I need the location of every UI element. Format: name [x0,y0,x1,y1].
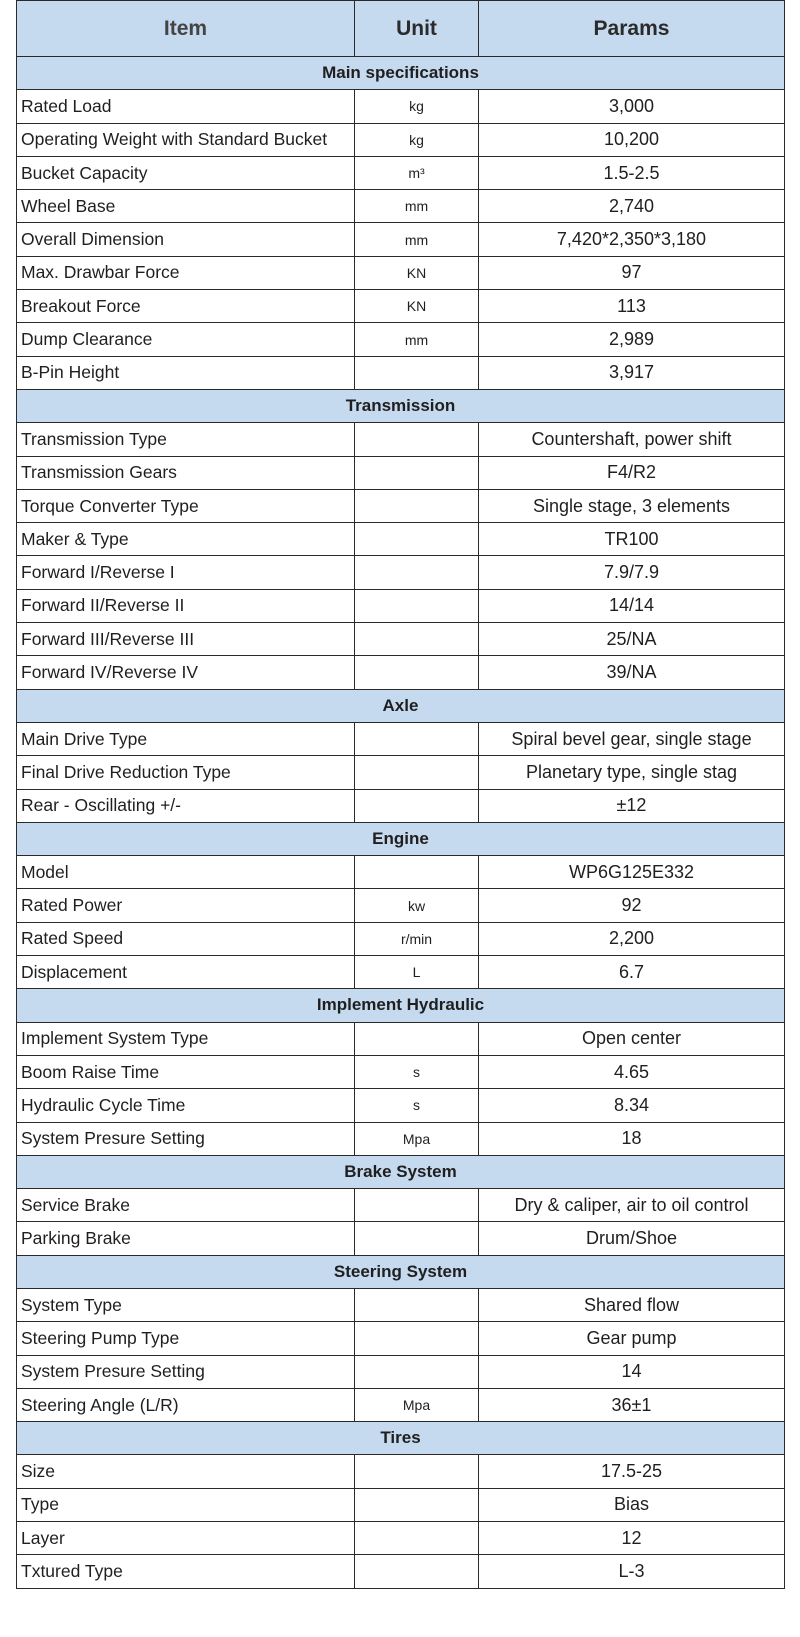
unit-cell [355,1355,479,1388]
value-cell: 1.5-2.5 [479,156,785,189]
table-row [17,290,785,323]
unit-cell [355,1189,479,1222]
unit-cell: s [355,1055,479,1088]
header-item: Item [17,1,355,57]
value-cell: 3,000 [479,90,785,123]
value-cell: 113 [479,290,785,323]
unit-cell [355,589,479,622]
item-cell: Operating Weight with Standard Bucket [17,123,355,156]
table-row [17,589,785,622]
value-cell: 2,200 [479,922,785,955]
value-cell: Single stage, 3 elements [479,489,785,522]
table-row [17,1189,785,1222]
item-cell: Final Drive Reduction Type [17,756,355,789]
section-title: Transmission [17,389,785,422]
section-title: Steering System [17,1255,785,1288]
unit-cell [355,623,479,656]
item-cell: Implement System Type [17,1022,355,1055]
unit-cell [355,356,479,389]
value-cell: Bias [479,1488,785,1521]
unit-cell [355,1455,479,1488]
section-title: Tires [17,1422,785,1455]
table-row [17,556,785,589]
table-row [17,656,785,689]
item-cell: B-Pin Height [17,356,355,389]
item-cell: Breakout Force [17,290,355,323]
unit-cell [355,1522,479,1555]
unit-cell [355,1222,479,1255]
table-row [17,1288,785,1321]
table-row [17,889,785,922]
unit-cell [355,756,479,789]
item-cell: Rated Load [17,90,355,123]
value-cell: 17.5-25 [479,1455,785,1488]
section-header [17,57,785,90]
item-cell: Main Drive Type [17,722,355,755]
unit-cell [355,556,479,589]
table-row [17,456,785,489]
value-cell: 12 [479,1522,785,1555]
table-row [17,789,785,822]
value-cell: Drum/Shoe [479,1222,785,1255]
item-cell: Dump Clearance [17,323,355,356]
table-row [17,922,785,955]
unit-cell: r/min [355,922,479,955]
section-title: Axle [17,689,785,722]
item-cell: Parking Brake [17,1222,355,1255]
unit-cell [355,656,479,689]
section-header [17,1155,785,1188]
spec-table [16,0,785,1589]
value-cell: 97 [479,256,785,289]
item-cell: Boom Raise Time [17,1055,355,1088]
table-row [17,1322,785,1355]
item-cell: Txtured Type [17,1555,355,1588]
unit-cell: s [355,1089,479,1122]
value-cell: 10,200 [479,123,785,156]
value-cell: 18 [479,1122,785,1155]
table-row [17,423,785,456]
value-cell: F4/R2 [479,456,785,489]
table-row [17,956,785,989]
item-cell: Displacement [17,956,355,989]
unit-cell: Mpa [355,1388,479,1421]
item-cell: Bucket Capacity [17,156,355,189]
unit-cell: Mpa [355,1122,479,1155]
value-cell: 14 [479,1355,785,1388]
value-cell: 14/14 [479,589,785,622]
unit-cell: kw [355,889,479,922]
unit-cell [355,1555,479,1588]
section-header [17,1422,785,1455]
item-cell: Steering Pump Type [17,1322,355,1355]
header-params: Params [479,1,785,57]
item-cell: Service Brake [17,1189,355,1222]
section-header [17,689,785,722]
value-cell: 2,740 [479,190,785,223]
unit-cell: KN [355,256,479,289]
item-cell: Wheel Base [17,190,355,223]
item-cell: Layer [17,1522,355,1555]
unit-cell: L [355,956,479,989]
value-cell: 6.7 [479,956,785,989]
value-cell: Planetary type, single stag [479,756,785,789]
unit-cell [355,456,479,489]
table-row [17,356,785,389]
value-cell: 2,989 [479,323,785,356]
value-cell: 36±1 [479,1388,785,1421]
table-row [17,1089,785,1122]
value-cell: 92 [479,889,785,922]
table-row [17,1522,785,1555]
value-cell: 25/NA [479,623,785,656]
table-row [17,856,785,889]
table-row [17,623,785,656]
value-cell: 8.34 [479,1089,785,1122]
table-row [17,1355,785,1388]
value-cell: Dry & caliper, air to oil control [479,1189,785,1222]
item-cell: Transmission Gears [17,456,355,489]
value-cell: Spiral bevel gear, single stage [479,722,785,755]
unit-cell [355,1322,479,1355]
value-cell: Countershaft, power shift [479,423,785,456]
unit-cell: KN [355,290,479,323]
item-cell: Hydraulic Cycle Time [17,1089,355,1122]
unit-cell: m³ [355,156,479,189]
value-cell: 4.65 [479,1055,785,1088]
item-cell: Overall Dimension [17,223,355,256]
table-row [17,323,785,356]
unit-cell [355,523,479,556]
unit-cell [355,489,479,522]
table-row [17,190,785,223]
unit-cell: mm [355,223,479,256]
table-row [17,756,785,789]
section-header [17,1255,785,1288]
table-row [17,1555,785,1588]
table-row [17,1022,785,1055]
item-cell: Size [17,1455,355,1488]
unit-cell [355,856,479,889]
table-row [17,156,785,189]
unit-cell: kg [355,123,479,156]
item-cell: Steering Angle (L/R) [17,1388,355,1421]
unit-cell [355,1288,479,1321]
value-cell: 7,420*2,350*3,180 [479,223,785,256]
item-cell: Type [17,1488,355,1521]
table-row [17,1455,785,1488]
item-cell: System Type [17,1288,355,1321]
spec-body [17,57,785,1589]
value-cell: 39/NA [479,656,785,689]
item-cell: Torque Converter Type [17,489,355,522]
unit-cell [355,1022,479,1055]
value-cell: 7.9/7.9 [479,556,785,589]
item-cell: Maker & Type [17,523,355,556]
item-cell: Forward III/Reverse III [17,623,355,656]
unit-cell: mm [355,190,479,223]
table-row [17,123,785,156]
value-cell: 3,917 [479,356,785,389]
section-title: Brake System [17,1155,785,1188]
section-header [17,389,785,422]
header-row [17,1,785,57]
table-row [17,489,785,522]
value-cell: Shared flow [479,1288,785,1321]
section-header [17,822,785,855]
unit-cell: mm [355,323,479,356]
header-unit: Unit [355,1,479,57]
section-title: Engine [17,822,785,855]
unit-cell [355,423,479,456]
value-cell: Gear pump [479,1322,785,1355]
table-row [17,1488,785,1521]
value-cell: TR100 [479,523,785,556]
table-row [17,90,785,123]
unit-cell: kg [355,90,479,123]
item-cell: Rated Speed [17,922,355,955]
item-cell: System Presure Setting [17,1122,355,1155]
item-cell: Rear - Oscillating +/- [17,789,355,822]
value-cell: L-3 [479,1555,785,1588]
item-cell: Max. Drawbar Force [17,256,355,289]
table-row [17,1122,785,1155]
item-cell: Rated Power [17,889,355,922]
table-row [17,223,785,256]
value-cell: ±12 [479,789,785,822]
item-cell: System Presure Setting [17,1355,355,1388]
table-row [17,1388,785,1421]
item-cell: Forward I/Reverse I [17,556,355,589]
table-row [17,1222,785,1255]
section-title: Implement Hydraulic [17,989,785,1022]
item-cell: Model [17,856,355,889]
value-cell: WP6G125E332 [479,856,785,889]
unit-cell [355,1488,479,1521]
item-cell: Forward IV/Reverse IV [17,656,355,689]
item-cell: Forward II/Reverse II [17,589,355,622]
item-cell: Transmission Type [17,423,355,456]
table-row [17,523,785,556]
value-cell: Open center [479,1022,785,1055]
unit-cell [355,789,479,822]
section-title: Main specifications [17,57,785,90]
table-row [17,1055,785,1088]
table-row [17,256,785,289]
table-row [17,722,785,755]
section-header [17,989,785,1022]
unit-cell [355,722,479,755]
